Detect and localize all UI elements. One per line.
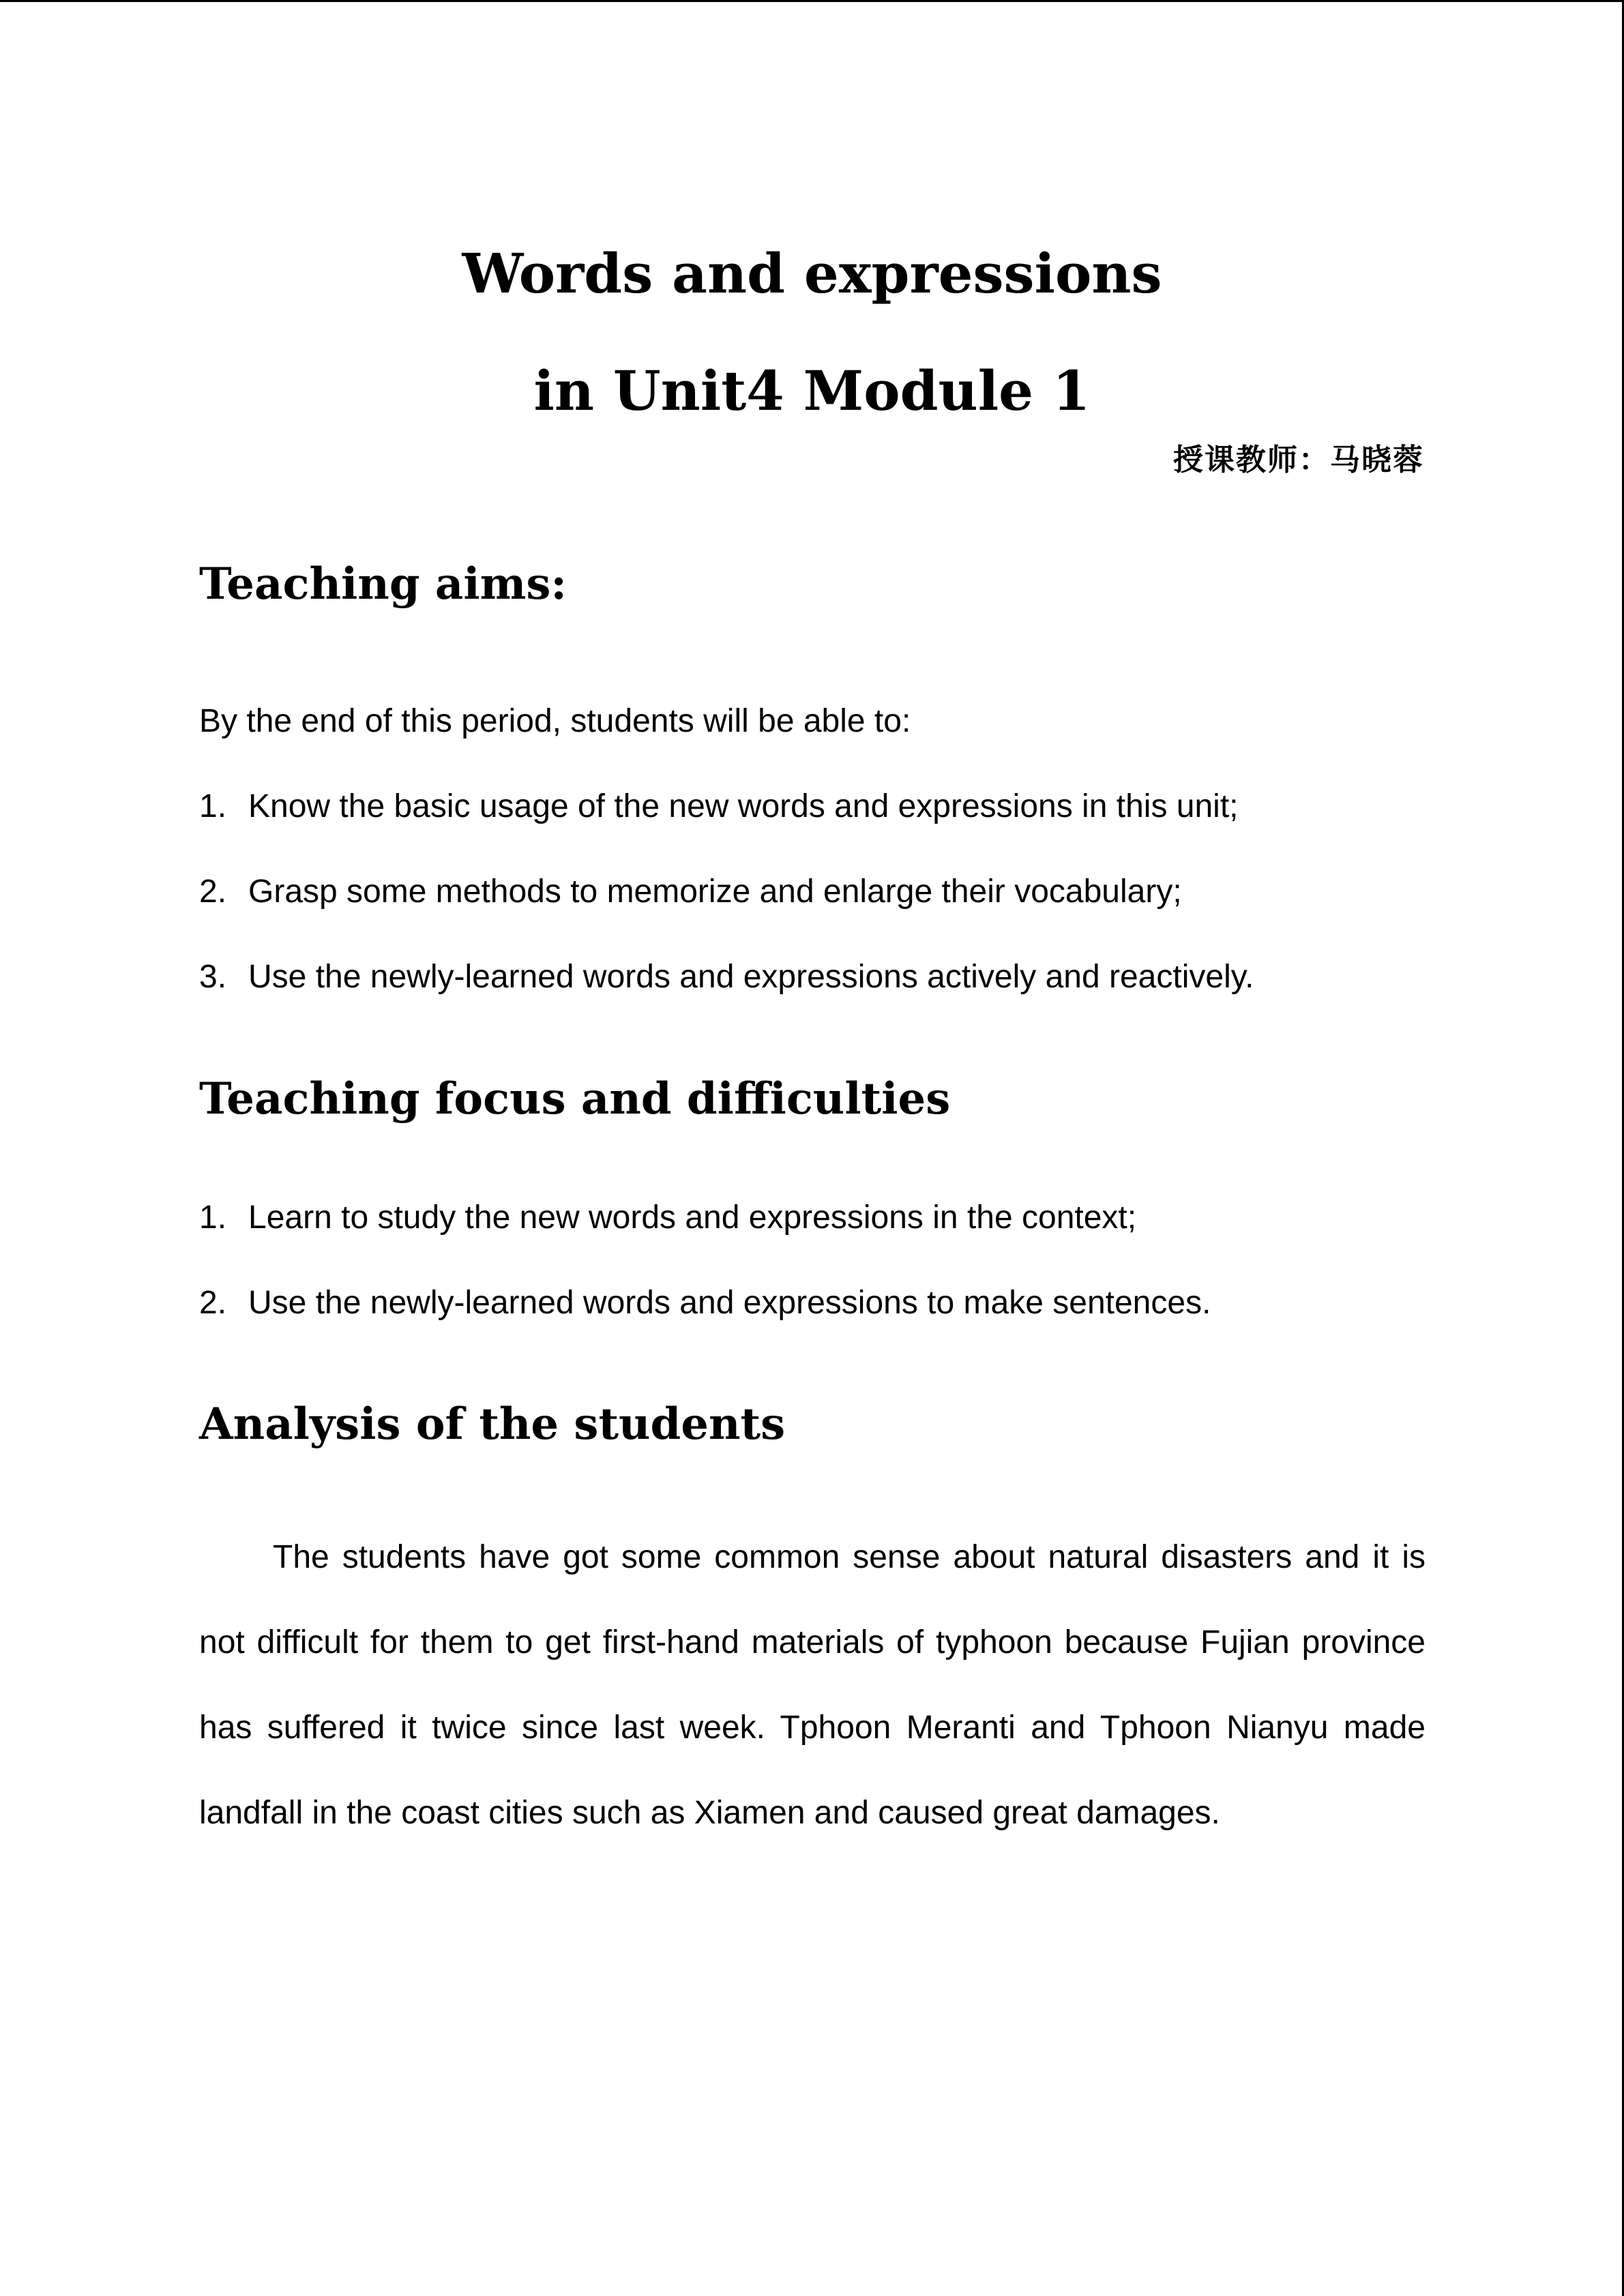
list-text: Learn to study the new words and expressions in the context; <box>248 1199 1137 1236</box>
focus-heading: Teaching focus and difficulties <box>199 1073 951 1124</box>
aims-list-item <box>199 961 1254 994</box>
list-text: Use the newly-learned words and expressions to make sentences. <box>248 1285 1211 1321</box>
teaching-aims-heading: Teaching aims: <box>199 558 567 610</box>
document-title-line-1: Words and expressions <box>462 241 1162 305</box>
analysis-paragraph: The students have got some common sense about natural disasters and it is not difficult for them to get first-hand materials of typhoon because Fujian province has suffered it twice since last week. Tphoon Meranti and Tphoon Nianyu made landfall in the coast cities such as Xiamen and caused great damages. <box>199 1539 1426 1831</box>
teaching-aims-intro: By the end of this period, students will be able to: <box>199 703 911 739</box>
teacher-name: 授课教师：马晓蓉 <box>1173 443 1424 477</box>
list-number: 1. <box>199 788 227 824</box>
list-text: Grasp some methods to memorize and enlarge their vocabulary; <box>248 874 1182 910</box>
analysis-heading: Analysis of the students <box>199 1399 786 1450</box>
list-text: Use the newly-learned words and expressions actively and reactively. <box>248 959 1254 995</box>
list-number: 2. <box>199 874 227 910</box>
list-number: 1. <box>199 1199 227 1236</box>
list-number: 3. <box>199 959 227 995</box>
focus-list-item <box>199 1287 1211 1320</box>
focus-list-item <box>199 1199 1137 1236</box>
aims-list-item <box>199 790 1239 823</box>
list-text: Know the basic usage of the new words and expressions in this unit; <box>248 788 1239 824</box>
aims-list-item <box>199 876 1182 908</box>
list-number: 2. <box>199 1285 227 1321</box>
document-title-line-2: in Unit4 Module 1 <box>533 359 1091 423</box>
